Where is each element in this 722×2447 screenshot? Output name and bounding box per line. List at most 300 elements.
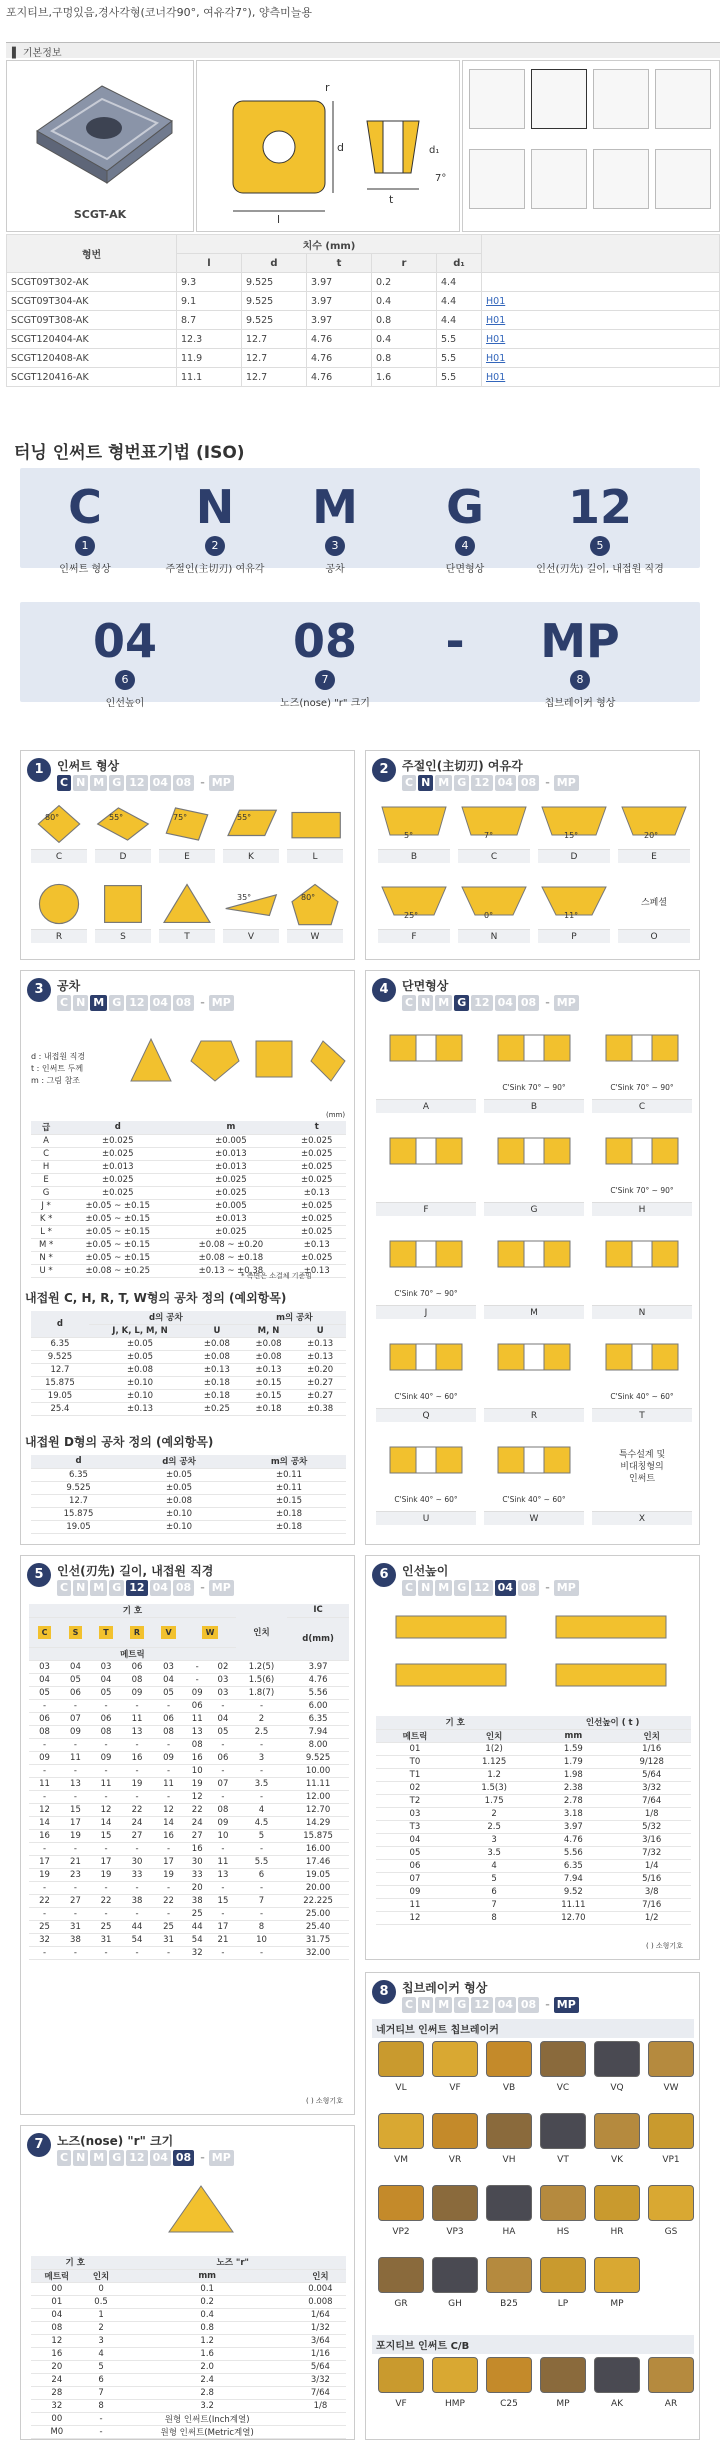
table-header: 인치 [83, 2269, 120, 2282]
chip-dash: - [545, 776, 550, 789]
table-cell: 03 [153, 1660, 185, 1673]
table-cell: M * [31, 1238, 61, 1251]
table-header: t [287, 1121, 346, 1134]
table-cell: 원형 인써트(Metric계열) [119, 2425, 294, 2438]
special-note: 특수설계 및 [618, 1450, 666, 1460]
table-cell: - [121, 1907, 153, 1920]
code-chip: C [57, 995, 71, 1011]
table-cell: N * [31, 1251, 61, 1264]
table-cell: 2.38 [534, 1781, 612, 1794]
panel-number: 2 [372, 758, 396, 782]
panel-3 [20, 970, 355, 1545]
table-cell: 06 [29, 1712, 60, 1725]
table-cell: 06 [376, 1859, 454, 1872]
table-cell: 4.76 [287, 1673, 349, 1686]
iso-code-4: G [446, 480, 484, 534]
special-note: 인써트 [628, 1474, 656, 1484]
clearance-angle: 11° [564, 911, 579, 920]
chipbreaker-icon [378, 2357, 424, 2393]
table-cell: 1.125 [454, 1755, 534, 1768]
table-cell: 03 [376, 1807, 454, 1820]
csink-note: C'Sink 40° ~ 60° [610, 1392, 674, 1401]
table-cell: 11 [91, 1777, 121, 1790]
table-cell: 17 [29, 1855, 60, 1868]
shape-angle: 80° [301, 893, 316, 902]
code-chip: 04 [150, 2150, 171, 2166]
shape-header [184, 1617, 235, 1647]
iso-step-badge: 2 [205, 536, 225, 556]
table-cell: 1/8 [612, 1807, 691, 1820]
table-cell: 21 [60, 1855, 91, 1868]
table-cell: - [60, 1946, 91, 1959]
table-cell: ±0.025 [287, 1225, 346, 1238]
table-cell: 09 [60, 1725, 91, 1738]
table-cell: 1.98 [534, 1768, 612, 1781]
panel-6 [365, 1555, 700, 1960]
table-cell: ±0.025 [174, 1173, 287, 1186]
table-cell: ±0.025 [61, 1147, 174, 1160]
table-cell: 06 [210, 1751, 236, 1764]
svg-text:7°: 7° [435, 173, 447, 184]
dim-cell: 3.97 [307, 311, 372, 330]
table-cell: 14 [153, 1816, 185, 1829]
code-chips [402, 775, 581, 791]
table-cell: ±0.20 [294, 1363, 346, 1376]
application-thumb [655, 69, 711, 129]
chip-dash: - [545, 1998, 550, 2011]
table-cell: 3/64 [295, 2334, 346, 2347]
code-chip: G [109, 995, 124, 1011]
dimension-diagram [196, 60, 460, 232]
table-row [31, 1468, 346, 1481]
table-row [31, 1160, 346, 1173]
table-cell: - [153, 1764, 185, 1777]
insert-shape-icon [31, 881, 87, 927]
application-thumb [593, 69, 649, 129]
holder-link[interactable]: H01 [482, 330, 720, 349]
code-chip: N [418, 775, 433, 791]
table-cell: T1 [376, 1768, 454, 1781]
table-cell: ±0.013 [61, 1160, 174, 1173]
shape-cell [31, 881, 87, 945]
table-cell: ±0.10 [126, 1520, 232, 1533]
code-chip: G [109, 2150, 124, 2166]
table-row [29, 1855, 349, 1868]
table-cell: 3/16 [612, 1833, 691, 1846]
table-cell: 5/16 [612, 1872, 691, 1885]
table-cell: 11.11 [534, 1898, 612, 1911]
dim-cell: 12.7 [242, 349, 307, 368]
chipbreaker-label: VB [502, 2083, 516, 2093]
table-cell: ±0.013 [174, 1212, 287, 1225]
dim-head: r [372, 254, 437, 273]
code-chip: G [454, 775, 469, 791]
table-cell: ±0.025 [61, 1173, 174, 1186]
chipbreaker-icon [486, 2357, 532, 2393]
shape-label: R [130, 1626, 144, 1639]
shape-header [60, 1617, 91, 1647]
code-chip: 04 [495, 995, 516, 1011]
table-cell: 5 [454, 1872, 534, 1885]
table-cell: 1.2 [119, 2334, 294, 2347]
iso-step-badge: 3 [325, 536, 345, 556]
table-cell: 16 [31, 2347, 83, 2360]
table-cell: ±0.05 [126, 1468, 232, 1481]
table-cell: - [121, 1764, 153, 1777]
table-cell: 1.5(6) [236, 1673, 287, 1686]
table-cell: 07 [376, 1872, 454, 1885]
chipbreaker-icon [540, 2185, 586, 2221]
table-cell: 25 [91, 1920, 121, 1933]
table-row [29, 1712, 349, 1725]
chipbreaker-label: HS [556, 2227, 570, 2237]
table-cell: 05 [60, 1673, 91, 1686]
table-row [29, 1699, 349, 1712]
table-row [31, 2334, 346, 2347]
table-cell: 3 [454, 1833, 534, 1846]
table-header: 인선높이 ( t ) [534, 1716, 691, 1729]
table-cell: 06 [184, 1699, 210, 1712]
table-cell: 6.35 [31, 1337, 89, 1350]
chipbreaker-label: HA [502, 2227, 516, 2237]
table-header: 메트릭 [31, 2269, 83, 2282]
chipbreaker-icon [378, 2113, 424, 2149]
dim-cell: 9.525 [242, 273, 307, 292]
holder-link[interactable]: H01 [482, 368, 720, 387]
table-cell: 17 [60, 1816, 91, 1829]
shape-code: D [95, 849, 151, 863]
dim-cell: 12.3 [177, 330, 242, 349]
table-cell: ±0.15 [232, 1494, 346, 1507]
chip-dash: - [200, 1581, 205, 1594]
table-cell: 1.6 [119, 2347, 294, 2360]
code-chip: 12 [471, 775, 492, 791]
tolerance-legend: t : 인써트 두께 [31, 1064, 84, 1073]
section-cell [592, 1431, 692, 1527]
table-cell: ±0.25 [191, 1402, 243, 1415]
code-chip: 12 [126, 1580, 147, 1596]
table-cell: 19 [121, 1777, 153, 1790]
clearance-angle: 0° [484, 911, 494, 920]
table-cell: 4 [236, 1803, 287, 1816]
table-cell: - [153, 1946, 185, 1959]
csink-note: C'Sink 70° ~ 90° [610, 1186, 674, 1195]
dim-cell: 0.8 [372, 349, 437, 368]
code-chip: 08 [173, 2150, 194, 2166]
table-cell: ±0.13 ~ ±0.38 [174, 1264, 287, 1277]
table-row [376, 1911, 691, 1924]
section-code: C [592, 1099, 692, 1113]
table-cell: 09 [121, 1686, 153, 1699]
table-row [29, 1816, 349, 1829]
table-cell: 원형 인써트(Inch계열) [119, 2412, 294, 2425]
table-cell [295, 2412, 346, 2425]
table-cell: 3/32 [612, 1781, 691, 1794]
edge-length-table [29, 1604, 349, 1960]
data-table [31, 2256, 346, 2439]
clearance-code: F [378, 929, 450, 943]
code-chip: G [454, 995, 469, 1011]
table-row [31, 2347, 346, 2360]
table-cell: 31 [91, 1933, 121, 1946]
table-cell: 12.7 [31, 1494, 126, 1507]
table-row [29, 1764, 349, 1777]
table-cell: 1/4 [612, 1859, 691, 1872]
table-cell: ±0.013 [174, 1147, 287, 1160]
table-header: 급 [31, 1121, 61, 1134]
dim-cell: 4.76 [307, 349, 372, 368]
chipbreaker-label: LP [557, 2299, 569, 2309]
table-cell: 06 [153, 1712, 185, 1725]
table-row [29, 1751, 349, 1764]
csink-note: C'Sink 70° ~ 90° [502, 1083, 566, 1092]
code-chip: 12 [126, 995, 147, 1011]
panel-number: 8 [372, 1980, 396, 2004]
chipbreaker-label: B25 [500, 2299, 518, 2309]
table-cell: 19.05 [31, 1389, 89, 1402]
section-code: J [376, 1305, 476, 1319]
thickness-diagrams [386, 1604, 686, 1704]
insert-shape-icon [95, 801, 151, 847]
table-cell: ±0.013 [174, 1160, 287, 1173]
table-cell: 1(2) [454, 1742, 534, 1755]
table-cell: - [83, 2425, 120, 2438]
csink-note: C'Sink 70° ~ 90° [394, 1289, 458, 1298]
table-cell: 31.75 [287, 1933, 349, 1946]
table-cell: - [60, 1881, 91, 1894]
table-cell: 9.52 [534, 1885, 612, 1898]
table-cell: 22 [91, 1894, 121, 1907]
table-cell: E [31, 1173, 61, 1186]
table-cell: 7 [454, 1898, 534, 1911]
code-chip: M [90, 775, 107, 791]
dim-cell: 3.97 [307, 273, 372, 292]
table-cell: 8 [236, 1920, 287, 1933]
table-cell: 12 [184, 1790, 210, 1803]
holder-link[interactable]: H01 [482, 311, 720, 330]
application-thumbnails [462, 60, 720, 232]
chipbreaker-icon [594, 2113, 640, 2149]
table-cell: 22 [29, 1894, 60, 1907]
holder-link[interactable]: H01 [482, 349, 720, 368]
clearance-cell [538, 801, 610, 865]
table-cell: 27 [121, 1829, 153, 1842]
table-cell: 5.56 [534, 1846, 612, 1859]
table-cell: 33 [121, 1868, 153, 1881]
code-chip: 08 [518, 775, 539, 791]
table-cell: - [153, 1738, 185, 1751]
table-header: mm [534, 1729, 612, 1742]
table-cell: 08 [91, 1725, 121, 1738]
table-cell: ±0.27 [294, 1389, 346, 1402]
shape-angle: 80° [45, 813, 60, 822]
table-cell: K * [31, 1212, 61, 1225]
shape-header [153, 1617, 185, 1647]
code-chip: MP [209, 995, 234, 1011]
nose-radius-diagram [161, 2180, 241, 2240]
table-cell: 4 [454, 1859, 534, 1872]
table-cell: 16 [184, 1842, 210, 1855]
svg-text:d₁: d₁ [429, 145, 440, 156]
special-note: 비대칭형의 [620, 1462, 664, 1472]
table-cell: C [31, 1147, 61, 1160]
table-cell: ±0.08 ~ ±0.25 [61, 1264, 174, 1277]
dim-cell: 3.97 [307, 292, 372, 311]
table-row [376, 1820, 691, 1833]
table-row [31, 1507, 346, 1520]
table-cell: 1/32 [295, 2321, 346, 2334]
chipbreaker-label: C25 [500, 2399, 518, 2409]
table-cell: 4.76 [534, 1833, 612, 1846]
dim-head: d₁ [437, 254, 482, 273]
code-chip: 12 [126, 2150, 147, 2166]
chipbreaker-label: VR [448, 2155, 462, 2165]
table-row [29, 1946, 349, 1959]
dim-cell: 4.76 [307, 330, 372, 349]
table-cell: 08 [184, 1738, 210, 1751]
table-row [376, 1742, 691, 1755]
data-table [376, 1716, 691, 1925]
table-row [31, 1212, 346, 1225]
table-cell: 7 [83, 2386, 120, 2399]
dim-cell: 9.3 [177, 273, 242, 292]
panel-title: 인선높이 [402, 1564, 449, 1578]
table-header: IC [287, 1604, 349, 1617]
code-chip: 04 [150, 775, 171, 791]
table-cell: 12.00 [287, 1790, 349, 1803]
table-cell: 11.11 [287, 1777, 349, 1790]
section-code: R [484, 1408, 584, 1422]
shape-cell [95, 881, 151, 945]
table-cell: 09 [376, 1885, 454, 1898]
table-cell: 22.225 [287, 1894, 349, 1907]
chipbreaker-icon [378, 2041, 424, 2077]
panel-8 [365, 1972, 700, 2440]
table-cell: - [153, 1842, 185, 1855]
table-cell: ±0.05 ~ ±0.15 [61, 1199, 174, 1212]
table-cell: 54 [184, 1933, 210, 1946]
table-cell: 32 [184, 1946, 210, 1959]
table-cell: ±0.05 [89, 1337, 191, 1350]
code-chip: G [454, 1580, 469, 1596]
code-chips [57, 775, 236, 791]
table-cell: 0.008 [295, 2295, 346, 2308]
table-cell: 11 [184, 1712, 210, 1725]
chipbreaker-label: VP3 [446, 2227, 464, 2237]
table-cell: 6 [83, 2373, 120, 2386]
chipbreaker-label: VK [610, 2155, 624, 2165]
table-cell: 31 [60, 1920, 91, 1933]
table-cell: ±0.13 [294, 1350, 346, 1363]
holder-link[interactable]: H01 [482, 292, 720, 311]
table-cell: 2 [236, 1712, 287, 1725]
holder-link [482, 273, 720, 292]
table-cell: 3 [236, 1751, 287, 1764]
panel-title: 인선(刃先) 길이, 내접원 직경 [57, 1564, 214, 1578]
table-cell: H [31, 1160, 61, 1173]
table-cell: 1.79 [534, 1755, 612, 1768]
code-chip: 08 [518, 1997, 539, 2013]
table-cell: 09 [184, 1686, 210, 1699]
code-chip: C [402, 1997, 416, 2013]
table-cell: 08 [210, 1803, 236, 1816]
chipbreaker-icon [432, 2041, 478, 2077]
iso-step-label: 인선높이 [105, 698, 145, 709]
table-cell: - [29, 1699, 60, 1712]
chip-dash: - [200, 776, 205, 789]
panel-2 [365, 750, 700, 960]
table-cell: 19 [29, 1868, 60, 1881]
table-cell: ±0.005 [174, 1134, 287, 1147]
section-code: M [484, 1305, 584, 1319]
table-cell: - [60, 1699, 91, 1712]
dim-cell: 5.5 [437, 368, 482, 387]
table-cell: 1/64 [295, 2308, 346, 2321]
table-cell: ±0.18 [232, 1520, 346, 1533]
shape-header [29, 1617, 60, 1647]
table-cell: 3.5 [454, 1846, 534, 1859]
sub-title: 내접원 C, H, R, T, W형의 공차 정의 (예외항목) [25, 1291, 287, 1305]
table-cell: 17 [210, 1920, 236, 1933]
table-cell: 0.004 [295, 2282, 346, 2295]
table-cell: 5/32 [612, 1820, 691, 1833]
panel-5 [20, 1555, 355, 2115]
iso-title: 터닝 인써트 형번표기법 (ISO) [14, 443, 245, 463]
table-cell: - [121, 1738, 153, 1751]
table-cell: 08 [153, 1725, 185, 1738]
code-chip: N [418, 995, 433, 1011]
shape-label: W [202, 1626, 219, 1639]
dim-cell: 4.4 [437, 311, 482, 330]
table-cell: 7.94 [287, 1725, 349, 1738]
code-chip: M [90, 2150, 107, 2166]
table-header: d의 공차 [126, 1455, 232, 1468]
table-cell: - [60, 1907, 91, 1920]
chipbreaker-icon [540, 2113, 586, 2149]
table-header: 기 호 [31, 2256, 119, 2269]
table-cell: 02 [210, 1660, 236, 1673]
code-chip: 08 [173, 1580, 194, 1596]
chipbreaker-icon [432, 2185, 478, 2221]
table-header: 인치 [295, 2269, 346, 2282]
table-row [29, 1907, 349, 1920]
code-chips [402, 995, 581, 1011]
table-cell: 5 [236, 1829, 287, 1842]
table-cell: 1.8(7) [236, 1686, 287, 1699]
table-cell: 16 [184, 1751, 210, 1764]
shape-label: C [38, 1626, 52, 1639]
table-cell: 3/8 [612, 1885, 691, 1898]
table-cell: - [91, 1946, 121, 1959]
table-cell: - [121, 1790, 153, 1803]
section-cell [376, 1328, 476, 1424]
unit-label: (mm) [326, 1111, 346, 1119]
table-cell: ±0.38 [294, 1402, 346, 1415]
table-cell: 24 [31, 2373, 83, 2386]
table-cell: ±0.025 [287, 1199, 346, 1212]
table-cell: - [60, 1842, 91, 1855]
table-cell: - [210, 1946, 236, 1959]
table-row [29, 1920, 349, 1933]
table-cell: - [210, 1764, 236, 1777]
table-cell: 2 [83, 2321, 120, 2334]
table-row [31, 1363, 346, 1376]
panel-1 [20, 750, 355, 960]
table-cell: 7/32 [612, 1846, 691, 1859]
panel-title: 노즈(nose) "r" 크기 [57, 2134, 174, 2148]
iso-step-badge: 8 [570, 670, 590, 690]
table-row [31, 1350, 346, 1363]
